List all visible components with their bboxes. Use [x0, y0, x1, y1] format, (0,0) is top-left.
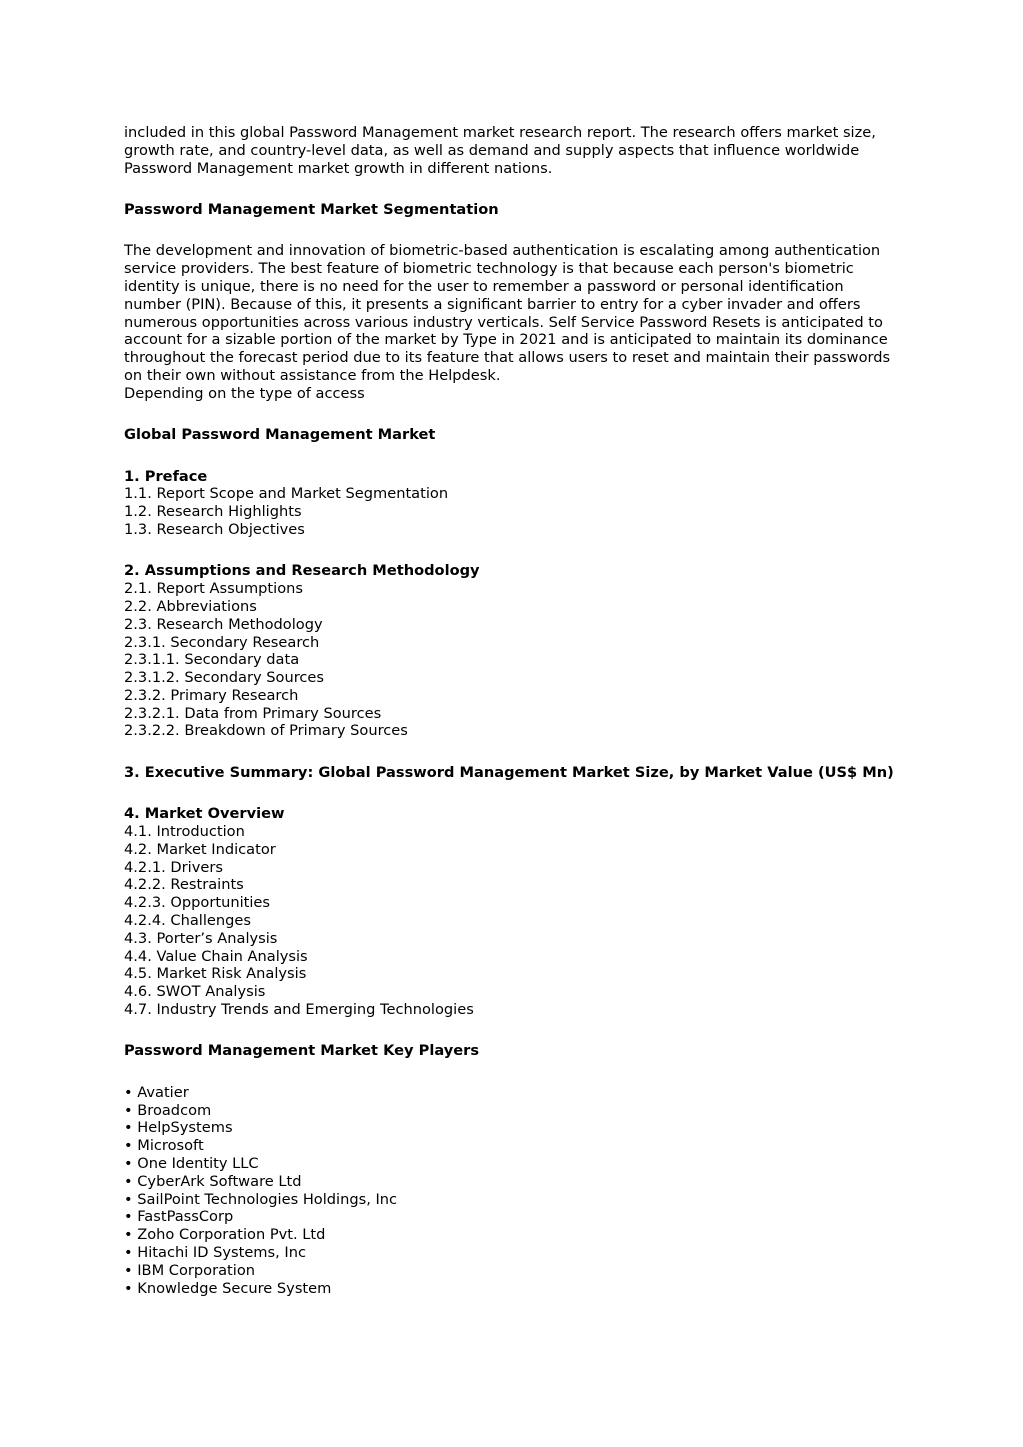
player-item: • CyberArk Software Ltd: [124, 1172, 302, 1190]
spacer: [124, 1060, 904, 1084]
global-market-heading: Global Password Management Market: [124, 426, 436, 444]
segmentation-heading: Password Management Market Segmentation: [124, 200, 499, 218]
player-item: • One Identity LLC: [124, 1155, 259, 1172]
toc-section-4-title: 4. Market Overview: [124, 805, 285, 823]
spacer: [124, 539, 904, 563]
toc-item: 2.3.1. Secondary Research: [124, 633, 320, 651]
toc-item: 2.3. Research Methodology: [124, 615, 323, 633]
toc-item: 4.5. Market Risk Analysis: [124, 965, 307, 983]
toc-section-2-title: 2. Assumptions and Research Methodology: [124, 562, 480, 580]
toc-item: 2.3.1.1. Secondary data: [124, 651, 300, 669]
toc-section-4-list: [124, 823, 904, 1019]
toc-item: 2.3.2.2. Breakdown of Primary Sources: [124, 722, 408, 740]
player-item: • Zoho Corporation Pvt. Ltd: [124, 1226, 326, 1244]
toc-item: 1.1. Report Scope and Market Segmentation: [124, 485, 449, 503]
player-item: • Microsoft: [124, 1137, 204, 1155]
toc-item: 1.2. Research Highlights: [124, 503, 302, 521]
toc-item: 2.2. Abbreviations: [124, 597, 257, 615]
toc-item: 4.2.1. Drivers: [124, 858, 223, 876]
toc-item: 2.3.2.1. Data from Primary Sources: [124, 704, 382, 722]
spacer: [124, 177, 904, 201]
toc-item: 4.2. Market Indicator: [124, 840, 276, 858]
intro-paragraph: included in this global Password Management market research report. The research offers market size, growth rate, and country-level data, as well as demand and supply aspects that influence worldwide Password Management market growth in different nations.: [124, 124, 876, 177]
player-item: • FastPassCorp: [124, 1208, 234, 1226]
toc-section-1-list: [124, 485, 904, 538]
toc-item: 4.3. Porter’s Analysis: [124, 929, 278, 947]
toc-item: 2.1. Report Assumptions: [124, 580, 303, 598]
segmentation-tail: Depending on the type of access: [124, 384, 365, 402]
toc-item: 2.3.2. Primary Research: [124, 686, 299, 704]
toc-item: 4.2.2. Restraints: [124, 876, 244, 894]
toc-item: 4.2.4. Challenges: [124, 912, 251, 930]
document-page: [124, 124, 904, 1297]
spacer: [124, 444, 904, 468]
toc-item: 4.4. Value Chain Analysis: [124, 947, 308, 965]
toc-item: 4.7. Industry Trends and Emerging Technologies: [124, 1001, 474, 1019]
key-players-heading: Password Management Market Key Players: [124, 1042, 480, 1060]
toc-item: 4.2.3. Opportunities: [124, 894, 270, 912]
spacer: [124, 219, 904, 243]
spacer: [124, 1019, 904, 1043]
player-item: • HelpSystems: [124, 1119, 233, 1137]
player-item: • Broadcom: [124, 1101, 212, 1119]
toc-section-2-list: [124, 580, 904, 740]
spacer: [124, 740, 904, 764]
toc-item: 1.3. Research Objectives: [124, 520, 305, 538]
toc-section-1-title: 1. Preface: [124, 467, 208, 485]
player-item: • IBM Corporation: [124, 1261, 256, 1279]
player-item: • SailPoint Technologies Holdings, Inc: [124, 1190, 398, 1208]
toc-item: 4.6. SWOT Analysis: [124, 983, 266, 1001]
toc-section-3-title: 3. Executive Summary: Global Password Management Market Size, by Market Value (US$ Mn): [124, 763, 894, 781]
spacer: [124, 782, 904, 806]
key-players-list: [124, 1084, 904, 1298]
player-item: • Avatier: [124, 1083, 189, 1101]
player-item: • Knowledge Secure System: [124, 1279, 332, 1297]
segmentation-paragraph: The development and innovation of biometric-based authentication is escalating among authentication service providers. The best feature of biometric technology is that because each person's biometric identity is unique, there is no need for the user to remember a password or personal identification number (PIN). Because of this, it presents a significant barrier to entry for a cyber invader and offers numerous opportunities across various industry verticals. Self Service Password Resets is anticipated to account for a sizable portion of the market by Type in 2021 and is anticipated to maintain its dominance throughout the forecast period due to its feature that allows users to reset and maintain their passwords on their own without assistance from the Helpdesk.: [124, 242, 891, 384]
toc-item: 2.3.1.2. Secondary Sources: [124, 669, 324, 687]
spacer: [124, 403, 904, 427]
toc-item: 4.1. Introduction: [124, 823, 245, 841]
player-item: • Hitachi ID Systems, Inc: [124, 1243, 306, 1261]
